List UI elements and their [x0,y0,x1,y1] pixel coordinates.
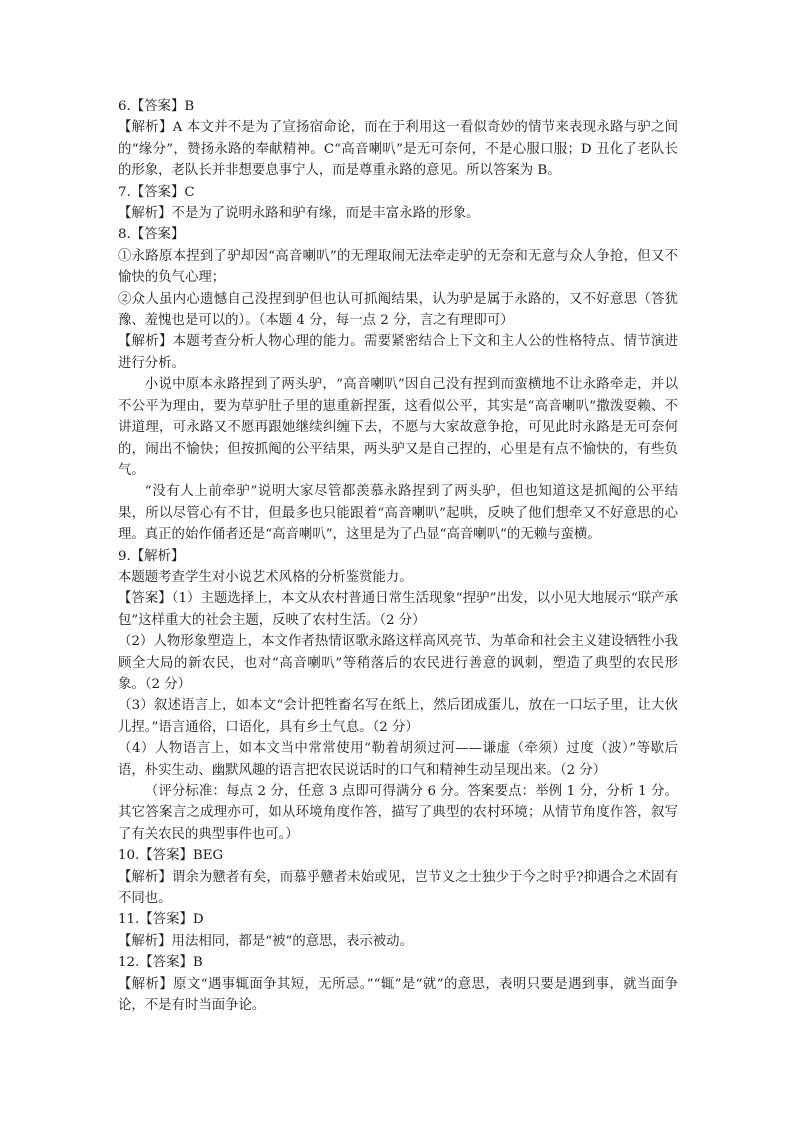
q11-analysis: 【解析】用法相同，都是“被”的意思，表示被动。 [118,933,413,949]
q7-answer: 7.【答案】C [118,184,195,200]
q10-answer: 10.【答案】BEG [118,848,224,864]
q12-analysis: 【解析】原文“遇事辄面争其短，无所忌。”“辄”是“就”的意思，表明只要是遇到事，就当面争论，不是有时当面争论。 [118,976,678,1014]
q8-point-2: ②众人虽内心遗憾自己没捏到驴但也认可抓阄结果，认为驴是属于永路的，又不好意思（答犹豫、羞愧也是可以的）。（本题 4 分，每一点 2 分，言之有理即可） [118,291,678,329]
q9-scoring-note: （评分标准：每点 2 分，任意 3 点即可得满分 6 分。答案要点：举例 1 分，分析 1 分。其它答案言之成理亦可，如从环境角度作答，描写了典型的农村环境；从情节角度作答，叙写了有关农民的典型事件也可。） [118,784,678,842]
q12-answer: 12.【答案】B [118,955,203,971]
q9-answer-4: （4）人物语言上，如本文当中常常使用“勒着胡须过河——谦虚（牵须）过度（波）”等歇后语，朴实生动、幽默风趣的语言把农民说话时的口气和精神生动呈现出来。（2 分） [118,741,678,778]
q11-answer: 11.【答案】D [118,912,204,928]
q8-analysis: 【解析】本题考查分析人物心理的能力。需要紧密结合上下文和主人公的性格特点、情节演进进行分析。 [118,334,678,371]
q10-analysis: 【解析】谓余为戆者有矣，而慕乎戆者未始或见，岂节义之士独少于今之时乎?抑遇合之术固有不同也。 [118,869,678,907]
q6-answer: 6.【答案】B [118,99,195,114]
q8-analysis-paragraph-2: “没有人上前牵驴”说明大家尽管都羡慕永路捏到了两头驴，但也知道这是抓阄的公平结果，所以尽管心有不甘，但最多也只能跟着“高音喇叭”起哄，反映了他们想牵又不好意思的心理。真正的始作俑者还是“高音喇叭”，这里是为了凸显“高音喇叭”的无赖与蛮横。 [118,484,678,543]
q9-analysis-heading: 9.【解析】 [118,548,185,564]
q7-analysis: 【解析】不是为了说明永路和驴有缘，而是丰富永路的形象。 [118,206,480,222]
q9-answer-2: （2）人物形象塑造上，本文作者热情讴歌永路这样高风亮节、为革命和社会主义建设牺牲小我顾全大局的新农民，也对“高音喇叭”等稍落后的农民进行善意的讽刺，塑造了典型的农民形象。（2 分） [118,634,678,692]
q9-answer-3: （3）叙述语言上，如本文“会计把牲畜名写在纸上，然后团成蛋儿，放在一口坛子里，让大伙儿捏。”语言通俗，口语化，具有乡土气息。（2 分） [118,698,678,735]
q9-analysis: 本题题考查学生对小说艺术风格的分析鉴赏能力。 [118,569,413,585]
q8-answer: 8.【答案】 [118,227,185,243]
document-page [118,96,678,1016]
q9-answer-1: 【答案】（1）主题选择上，本文从农村普通日常生活现象“捏驴”出发，以小见大地展示“联产承包”这样重大的社会主题，反映了农村生活。（2 分） [118,591,678,628]
q8-analysis-paragraph-1: 小说中原本永路捏到了两头驴，“高音喇叭”因自己没有捏到而蛮横地不让永路牵走，并以不公平为理由，要为草驴肚子里的崽重新捏蛋，这看似公平，其实是“高音喇叭”撒泼耍赖、不讲道理，可永路又不愿再跟她继续纠缠下去，不愿与大家故意争抢，可见此时永路是无可奈何的，闹出不愉快；但按抓阄的公平结果，两头驴又是自己捏的，心里是有点不愉快的，有些负气。 [118,377,678,478]
q8-point-1: ①永路原本捏到了驴却因“高音喇叭”的无理取闹无法牵走驴的无奈和无意与众人争抢，但又不愉快的负气心理； [118,248,678,286]
q6-analysis: 【解析】A 本文并不是为了宣扬宿命论，而在于利用这一看似奇妙的情节来表现永路与驴之间的“缘分”，赞扬永路的奉献精神。C“高音喇叭”是无可奈何，不是心服口服；D 丑化了老队长的形象，老队长并非想要息事宁人，而是尊重永路的意见。所以答案为 B。 [118,120,678,179]
